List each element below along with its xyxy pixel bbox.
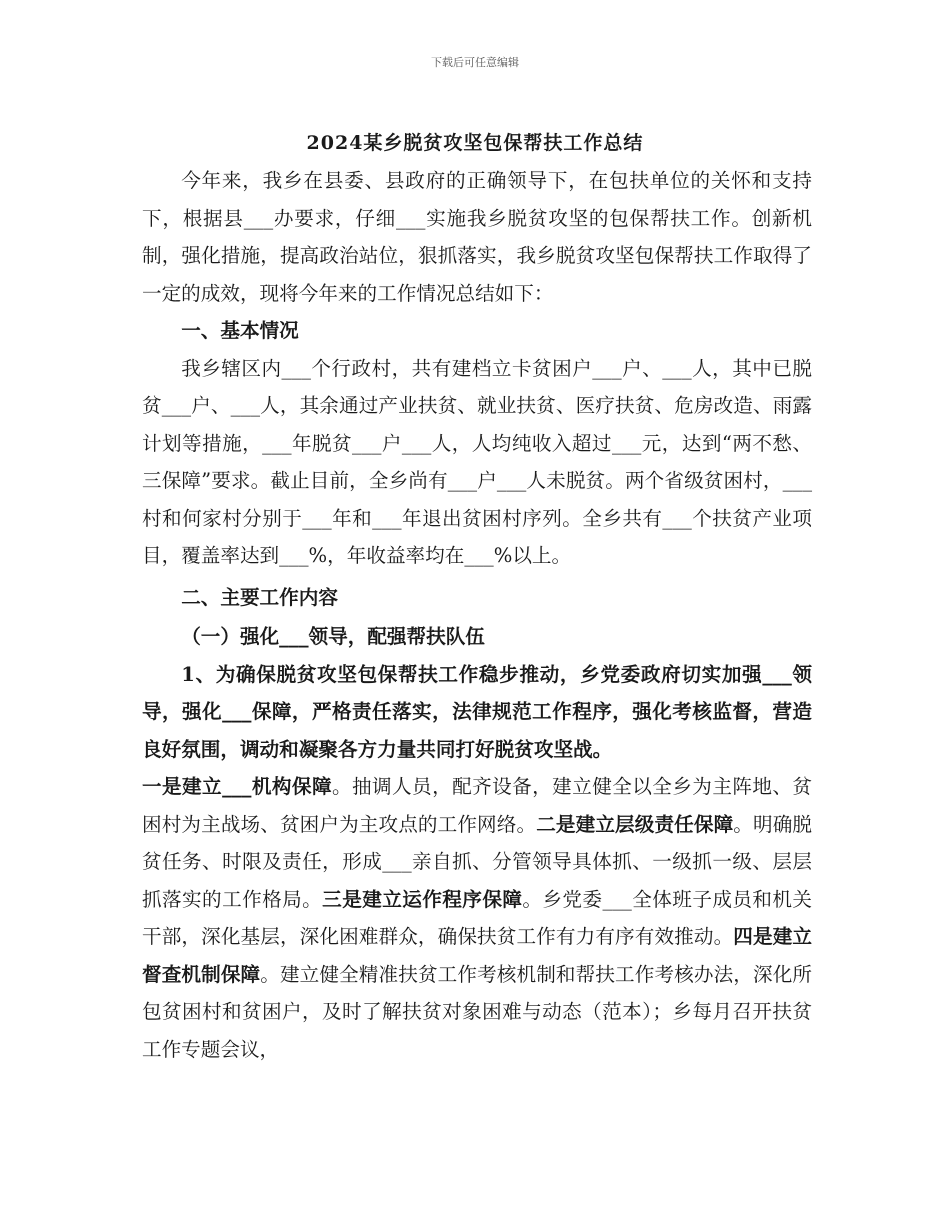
document-body <box>142 162 812 1068</box>
section-basic-paragraph: 我乡辖区内___个行政村，共有建档立卡贫困户___户、___人，其中已脱贫___户、___人，其余通过产业扶贫、就业扶贫、医疗扶贫、危房改造、雨露计划等措施，___年脱贫___户___人，人均纯收入超过___元，达到“两不愁、三保障”要求。截止目前，全乡尚有___户___人未脱贫。两个省级贫困村，___村和何家村分别于___年和___年退出贫困村序列。全乡共有___个扶贫产业项目，覆盖率达到___%，年收益率均在___%以上。 <box>142 356 812 567</box>
measure-4-text: 。建立健全精准扶贫工作考核机制和帮扶工作考核办法，深化所包贫困村和贫困户，及时了解扶贫对象困难与动态（范本）；乡每月召开扶贫工作专题会议， <box>142 962 813 1061</box>
document-title: 2024某乡脱贫攻坚包保帮扶工作总结 <box>306 132 644 154</box>
measure-1-text: 。抽调人员，配齐设备，建立健全以全乡为主阵地、贫困村为主战场、贫困户为主攻点的工作网络。 <box>142 775 812 836</box>
intro-paragraph: 今年来，我乡在县委、县政府的正确领导下，在包扶单位的关怀和支持下，根据县___办要求，仔细___实施我乡脱贫攻坚的包保帮扶工作。创新机制，强化措施，提高政治站位，狠抓落实，我乡脱贫攻坚包保帮扶工作取得了一定的成效，现将今年来的工作情况总结如下： <box>142 169 812 305</box>
section-heading-basic: 一、基本情况 <box>181 319 299 342</box>
measure-3-lead: 三是建立运作程序保障 <box>322 887 523 911</box>
header-note: 下载后可任意编辑 <box>431 56 519 69</box>
measure-1-lead: 一是建立___机构保障 <box>142 775 332 798</box>
measure-3-text: 。乡党委___全体班子成员和机关干部，深化基层，深化困难群众，确保扶贫工作有力有序有效推动。 <box>142 887 813 948</box>
measures-paragraph <box>142 768 812 1068</box>
measure-2-lead: 二是建立层级责任保障 <box>536 812 734 836</box>
item-1-paragraph: 1、为确保脱贫攻坚包保帮扶工作稳步推动，乡党委政府切实加强___领导，强化___保障，严格责任落实，法律规范工作程序，强化考核监督，营造良好氛围，调动和凝聚各方力量共同打好脱贫攻坚战。 <box>142 662 812 761</box>
measure-2-text: 。明确脱贫任务、时限及责任，形成___亲自抓、分管领导具体抓、一级抓一级、层层抓落实的工作格局。 <box>142 812 813 911</box>
section-heading-main-work: 二、主要工作内容 <box>181 585 338 609</box>
measure-4-lead: 四是建立督查机制保障 <box>142 925 813 986</box>
subsection-heading: （一）强化___领导，配强帮扶队伍 <box>181 625 485 648</box>
